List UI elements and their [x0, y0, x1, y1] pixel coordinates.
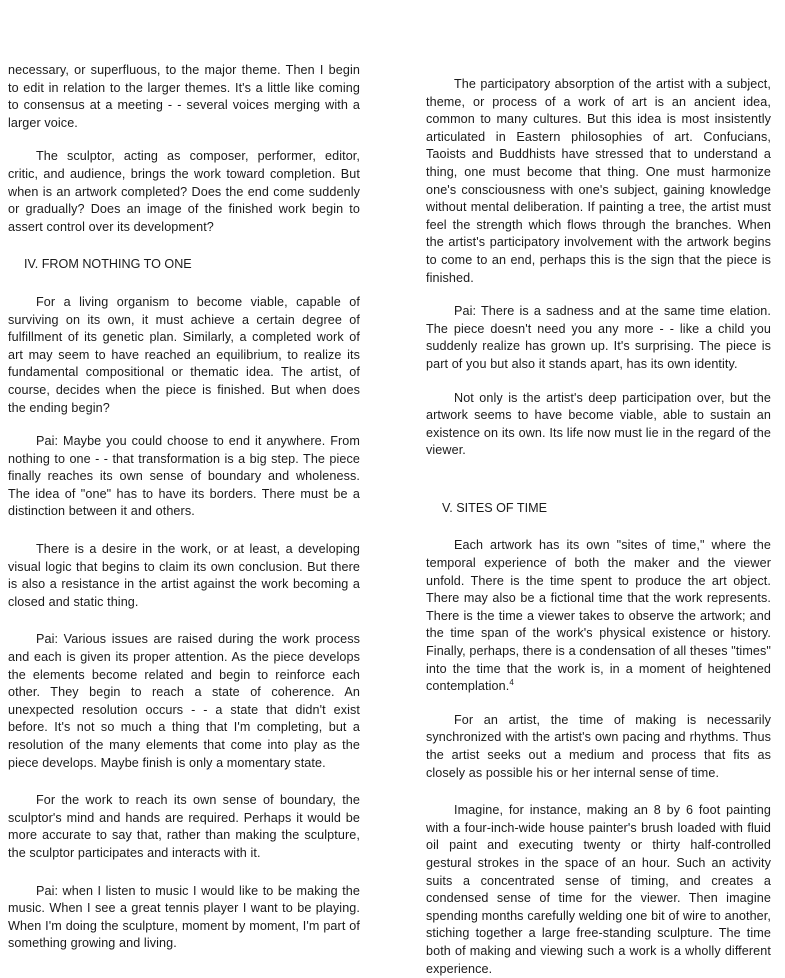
paragraph: The sculptor, acting as composer, performer, editor, critic, and audience, brings the work toward completion. But when is an artwork completed? Does the end come suddenly or gradually? Does an image of the finished work begin to assert control over its development? — [8, 149, 360, 234]
section-heading-v: V. SITES OF TIME — [442, 500, 547, 515]
footnote-marker: 4 — [509, 678, 514, 688]
paragraph: Pai: Various issues are raised during the work process and each is given its proper attention. As the piece develops the elements become related and begin to reinforce each other. They begin to reach a state of coherence. An unexpected resolution occurs - - a state that didn't exist before. It's not so much a thing that I'm completing, but a resolution of the many elements that come into play as the piece develops. Maybe finish is only a momentary state. — [8, 632, 360, 770]
paragraph: Pai: There is a sadness and at the same time elation. The piece doesn't need you any more - - like a child you suddenly realize has grown up. It's surprising. The piece is part of you but also it stands apart, has its own identity. — [426, 304, 771, 371]
right-column — [426, 76, 771, 978]
paragraph: For an artist, the time of making is necessarily synchronized with the artist's own pacing and rhythms. Thus the artist seeks out a medium and process that fits as closely as possible his or her internal sense of time. — [426, 712, 771, 780]
paragraph: Pai: when I listen to music I would like to be making the music. When I see a great tennis player I want to be playing. When I'm doing the sculpture, moment by moment, I'm part of something growing and living. — [8, 883, 360, 951]
paragraph: For the work to reach its own sense of boundary, the sculptor's mind and hands are required. Perhaps it would be more accurate to say that, rather than making the sculpture, the sculptor participates and interacts with it. — [8, 793, 360, 860]
paragraph: There is a desire in the work, or at least, a developing visual logic that begins to claim its own conclusion. But there is also a resistance in the artist against the work becoming a closed and static thing. — [8, 542, 360, 609]
paragraph: For a living organism to become viable, capable of surviving on its own, it must achieve a certain degree of fulfillment of its genetic plan. Similarly, a completed work of art may seem to have reached an equilibrium, to realize its fundamental compositional or thematic idea. The artist, of course, decides when the piece is finished. But when does the ending begin? — [8, 294, 360, 415]
paragraph — [426, 537, 771, 695]
section-heading-iv: IV. FROM NOTHING TO ONE — [24, 257, 192, 272]
paragraph: necessary, or superfluous, to the major theme. Then I begin to edit in relation to the larger themes. It's a little like coming to consensus at a meeting - - several voices merging with a larger voice. — [8, 63, 360, 130]
paragraph: The participatory absorption of the artist with a subject, theme, or process of a work of art is an ancient idea, common to many cultures. But this idea is most insistently articulated in Eastern philosophies of art. Confucians, Taoists and Buddhists have stressed that to understand a thing, one must become that thing. One must harmonize one's consciousness with one's subject, gaining knowledge without mental deliberation. If painting a tree, the artist must feel the strength which flows through the branches. When the artist's participatory involvement with the artwork begins to come to an end, perhaps this is the sign that the piece is finished. — [426, 77, 771, 285]
paragraph: Imagine, for instance, making an 8 by 6 foot painting with a four-inch-wide house painter's brush loaded with fluid oil paint and executing twenty or thirty half-controlled gestural strokes in the space of an hour. Such an activity suits a concentrated sense of timing, and creates a condensed sense of time for the viewer. Then imagine spending months carefully welding one bit of wire to another, stiching together a large free-standing sculpture. The time both of making and viewing such a work is a wholly different experience. — [426, 803, 771, 976]
paragraph: Not only is the artist's deep participation over, but the artwork seems to have become viable, able to sustain an existence on its own. Its life now must lie in the regard of the viewer. — [426, 390, 771, 458]
paragraph: Pai: Maybe you could choose to end it anywhere. From nothing to one - - that transformation is a big step. The piece finally reaches its own sense of boundary and wholeness. The idea of "one" has to have its borders. There must be a distinction between it and others. — [8, 434, 360, 519]
left-column — [8, 62, 360, 953]
paragraph-text: Each artwork has its own "sites of time," where the temporal experience of both the maker and the viewer unfold. There is the time spent to produce the art object. There may also be a fictional time that the work represents. There is the time a viewer takes to observe the artwork; and the time span of the work's physical existence or history. Finally, perhaps, there is a condensation of all theses "times" into the time that the work is, in a moment of heightened contemplation. — [426, 538, 771, 694]
